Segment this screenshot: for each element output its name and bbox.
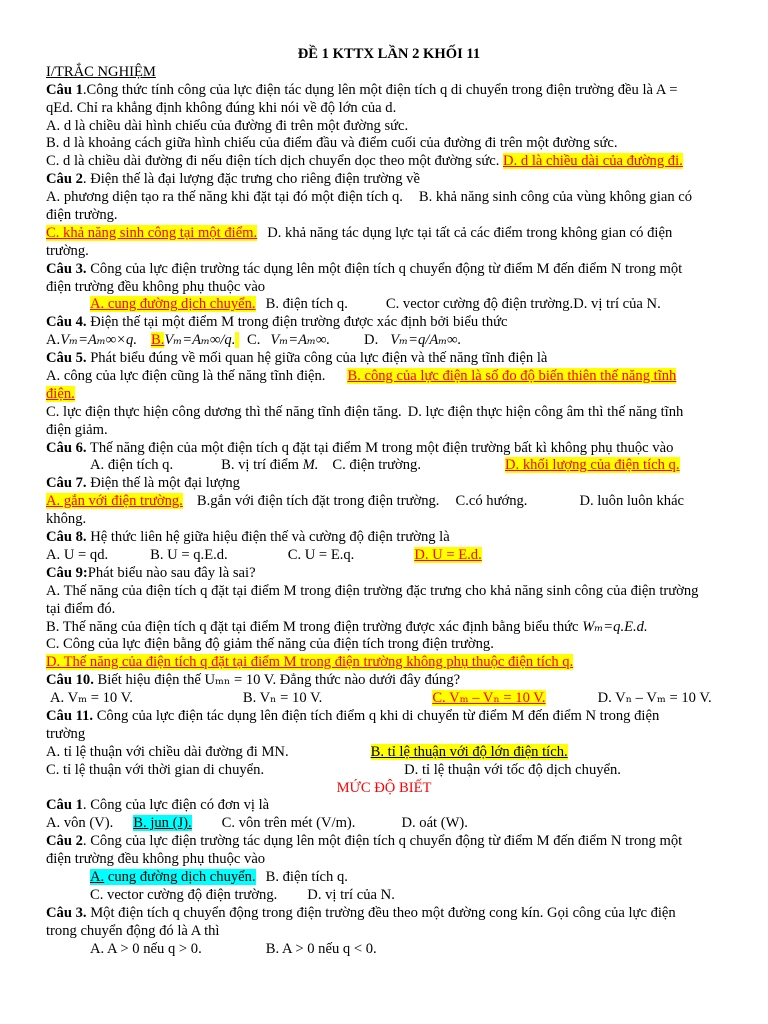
option-d: D. tỉ lệ thuận với tốc độ dịch chuyển.	[404, 761, 621, 778]
question-label: Câu 5.	[46, 350, 87, 367]
part2-question-2	[46, 833, 718, 851]
option-a: A. điện tích q.	[90, 457, 174, 474]
option-d: D. Vₙ – Vₘ = 10 V.	[597, 690, 712, 707]
option-b: B. A > 0 nếu q < 0.	[265, 940, 377, 957]
part2-question-3	[46, 905, 718, 923]
option-row	[46, 941, 718, 959]
question-label: Câu 2	[46, 833, 83, 850]
question-text: Phát biểu đúng về mối quan hệ giữa công của lực điện và thế năng tĩnh điện là	[86, 350, 548, 367]
option-row	[46, 457, 718, 475]
option-a-cont: tại điểm đó.	[46, 600, 116, 617]
option-row	[46, 368, 718, 386]
question-5	[46, 350, 718, 368]
option-b: B. Vₙ = 10 V.	[242, 690, 323, 707]
option-b: B. điện tích q.	[265, 296, 348, 313]
option-a-label: A.	[46, 332, 61, 349]
highlighted-answer: D. U = E.d.	[414, 546, 482, 563]
option-c: C. tỉ lệ thuận với thời gian di chuyển.	[46, 761, 265, 778]
question-text: .Công thức tính công của lực điện tác dụng lên một điện tích q di chuyển trong điện trường đều là A =	[82, 81, 678, 98]
option-b: B. Thế năng của điện tích q đặt tại điểm M trong điện trường được xác định bằng biểu thức	[46, 618, 579, 635]
option-a: A. Vₘ = 10 V.	[50, 690, 133, 707]
option-a: A. d là chiều dài hình chiếu của đường đi trên một đường sức.	[46, 117, 409, 134]
option-b: B.gắn với điện tích đặt trong điện trường.	[196, 493, 440, 510]
part2-question-1	[46, 797, 718, 815]
question-11	[46, 708, 718, 726]
question-label: Câu 3.	[46, 904, 87, 921]
option-d: D. vị trí của N.	[573, 296, 661, 313]
option-d-cont: trường.	[46, 242, 89, 259]
option-a: A. tỉ lệ thuận với chiều dài đường đi MN.	[46, 743, 289, 760]
option-row	[46, 869, 718, 887]
option-a: A. Thế năng của điện tích q đặt tại điểm M trong điện trường đặc trưng cho khả năng sinh công của điện trường	[46, 582, 699, 599]
option-row	[46, 296, 718, 314]
question-text: Biết hiệu điện thế Uₘₙ = 10 V. Đẳng thức nào dưới đây đúng?	[93, 672, 461, 689]
question-text: Công của lực điện tác dụng lên điện tích điểm q khi di chuyển từ điểm M đến điểm N trong điện	[93, 707, 660, 724]
highlighted-answer: C. khả năng sinh công tại một điểm.	[46, 224, 258, 241]
highlighted-answer	[90, 869, 256, 885]
question-text: Phát biểu nào sau đây là sai?	[87, 564, 256, 581]
option-row	[46, 225, 718, 243]
option-d: D. khả năng tác dụng lực tại tất cả các điểm trong không gian có điện	[267, 224, 673, 241]
question-label: Câu 11.	[46, 707, 94, 724]
question-text: Hệ thức liên hệ giữa hiệu điện thế và cường độ điện trường là	[86, 529, 450, 546]
option-a: A. U = qd.	[46, 546, 109, 563]
option-row	[46, 493, 718, 511]
option-d: D. luôn luôn khác	[579, 493, 685, 510]
option-d-cont: không.	[46, 511, 87, 528]
highlighted-answer: A. cung đường dịch chuyển.	[90, 296, 256, 313]
option-c: C. điện trường.	[332, 457, 421, 474]
question-text: . Công của lực điện trường tác dụng lên một điện tích q chuyển động từ điểm M đến điểm N trong một	[82, 833, 683, 850]
section-heading-multiple-choice: I/TRẮC NGHIỆM	[46, 63, 156, 80]
question-text: Thế năng điện của một điện tích q đặt tại điểm M trong một điện trường bất kì không phụ thuộc vào	[86, 439, 674, 456]
highlighted-answer: D. d là chiều dài của đường đi.	[503, 153, 683, 170]
option-row	[46, 547, 718, 565]
formula-c: Vₘ=Aₘ∞.	[270, 332, 331, 349]
question-text: . Điện thế là đại lượng đặc trưng cho riêng điện trường về	[82, 171, 420, 188]
question-2	[46, 171, 718, 189]
option-c: C. vôn trên mét (V/m).	[221, 815, 356, 832]
question-text-cont: qEd. Chỉ ra khẳng định không đúng khi nói về độ lớn của d.	[46, 99, 397, 116]
question-label: Câu 4.	[46, 314, 87, 331]
highlighted-answer: D. Thế năng của điện tích q đặt tại điểm M trong điện trường không phụ thuộc điện tích q.	[46, 654, 574, 671]
highlighted-answer: B. công của lực điện là số đo độ biến thiên thế năng tĩnh	[347, 368, 677, 385]
question-text: Một điện tích q chuyển động trong điện trường đều theo một đường cong kín. Gọi công của lực điện	[86, 904, 676, 921]
question-9	[46, 565, 718, 583]
question-label: Câu 1	[46, 81, 83, 98]
option-d: D. oát (W).	[401, 815, 468, 832]
question-label: Câu 8.	[46, 529, 87, 546]
question-label: Câu 7.	[46, 475, 87, 492]
question-7	[46, 475, 718, 493]
option-row	[46, 332, 718, 350]
option-c: C. lực điện thực hiện công dương thì thế năng tĩnh điện tăng.	[46, 403, 402, 420]
answer-text: cung đường dịch chuyển.	[104, 868, 256, 885]
option-c: C.có hướng.	[455, 493, 528, 510]
option-b-cont: điện trường.	[46, 207, 118, 224]
question-label: Câu 6.	[46, 439, 87, 456]
option-row	[46, 619, 718, 637]
formula-d: Vₘ=q/Aₘ∞.	[390, 332, 462, 349]
question-label: Câu 2	[46, 171, 83, 188]
question-label: Câu 10.	[46, 672, 94, 689]
question-10	[46, 672, 718, 690]
formula-a: Vₘ=Aₘ∞×q.	[60, 332, 137, 349]
highlighted-answer: D. khối lượng của điện tích q.	[505, 457, 680, 474]
option-row	[46, 887, 718, 905]
option-a: A. vôn (V).	[46, 815, 114, 832]
highlighted-answer: C. Vₘ – Vₙ = 10 V.	[432, 690, 546, 707]
option-row	[46, 654, 718, 672]
option-c: C. d là chiều dài đường đi nếu điện tích dịch chuyển dọc theo một đường sức.	[46, 153, 500, 170]
page-title: ĐỀ 1 KTTX LẦN 2 KHỐI 11	[297, 46, 481, 62]
formula-b: Vₘ=Aₘ∞/q.	[164, 332, 236, 349]
question-6	[46, 440, 718, 458]
question-label: Câu 3.	[46, 260, 87, 277]
option-d-label: D.	[364, 332, 379, 349]
variable-m: M.	[302, 457, 319, 474]
option-row	[46, 744, 718, 762]
option-d: D. lực điện thực hiện công âm thì thế năng tĩnh	[407, 403, 684, 420]
option-row	[46, 762, 718, 780]
option-c: C. Công của lực điện bằng độ giảm thế năng của điện tích trong điện trường.	[46, 636, 494, 653]
option-a: A. A > 0 nếu q > 0.	[90, 940, 202, 957]
highlighted-answer: A. gắn với điện trường.	[46, 493, 183, 510]
highlighted-answer: điện.	[46, 385, 75, 402]
option-a: A. phương diện tạo ra thế năng khi đặt tại đó một điện tích q.	[46, 189, 403, 206]
question-text-cont: điện trường đều không phụ thuộc vào	[46, 278, 266, 295]
question-text: . Công của lực điện có đơn vị là	[82, 797, 270, 814]
option-row	[46, 404, 718, 422]
highlighted-answer: B. tỉ lệ thuận với độ lớn điện tích.	[370, 743, 568, 760]
highlighted-answer: B. jun (J).	[133, 815, 192, 832]
option-c-label: C.	[247, 332, 261, 349]
question-1	[46, 82, 718, 100]
option-c: C. U = E.q.	[287, 546, 355, 563]
option-row	[46, 189, 718, 207]
formula-w: Wₘ=q.E.d.	[582, 618, 648, 635]
question-label: Câu 1	[46, 797, 83, 814]
question-text-cont: điện trường đều không phụ thuộc vào	[46, 851, 266, 868]
question-text: Công của lực điện trường tác dụng lên một điện tích q chuyển động từ điểm M đến điểm N trong một	[86, 260, 683, 277]
option-d-cont: điện giảm.	[46, 421, 108, 438]
question-4	[46, 314, 718, 332]
question-text: Điện thế là một đại lượng	[86, 475, 240, 492]
question-text-cont: trong chuyển động đó là A thì	[46, 922, 220, 939]
highlighted-answer-label: B.	[150, 332, 165, 349]
option-row	[46, 153, 718, 171]
option-b: B. d là khoảng cách giữa hình chiếu của điểm đầu và điểm cuối của đường đi trên một đường sức.	[46, 135, 618, 152]
option-b: B. vị trí điểm	[221, 457, 299, 474]
option-d: D. vị trí của N.	[307, 886, 395, 903]
section-heading-knowledge: MỨC ĐỘ BIẾT	[336, 779, 432, 796]
option-b: B. U = q.E.d.	[150, 546, 228, 563]
answer-letter: A.	[90, 868, 105, 885]
option-b: B. điện tích q.	[265, 868, 348, 885]
option-c: C. vector cường độ điện trường.	[385, 296, 574, 313]
option-row	[46, 815, 718, 833]
question-text-cont: trường	[46, 725, 86, 742]
question-label: Câu 9:	[46, 564, 88, 581]
question-3	[46, 261, 718, 279]
question-8	[46, 529, 718, 547]
option-a: A. công của lực điện cũng là thế năng tĩnh điện.	[46, 368, 326, 385]
option-b: B. khả năng sinh công của vùng không gian có	[418, 189, 693, 206]
question-text: Điện thế tại một điểm M trong điện trường được xác định bởi biểu thức	[86, 314, 508, 331]
highlighted-answer-cont	[46, 386, 718, 404]
option-row	[46, 690, 718, 708]
exam-page	[46, 46, 718, 958]
option-c: C. vector cường độ điện trường.	[90, 886, 278, 903]
